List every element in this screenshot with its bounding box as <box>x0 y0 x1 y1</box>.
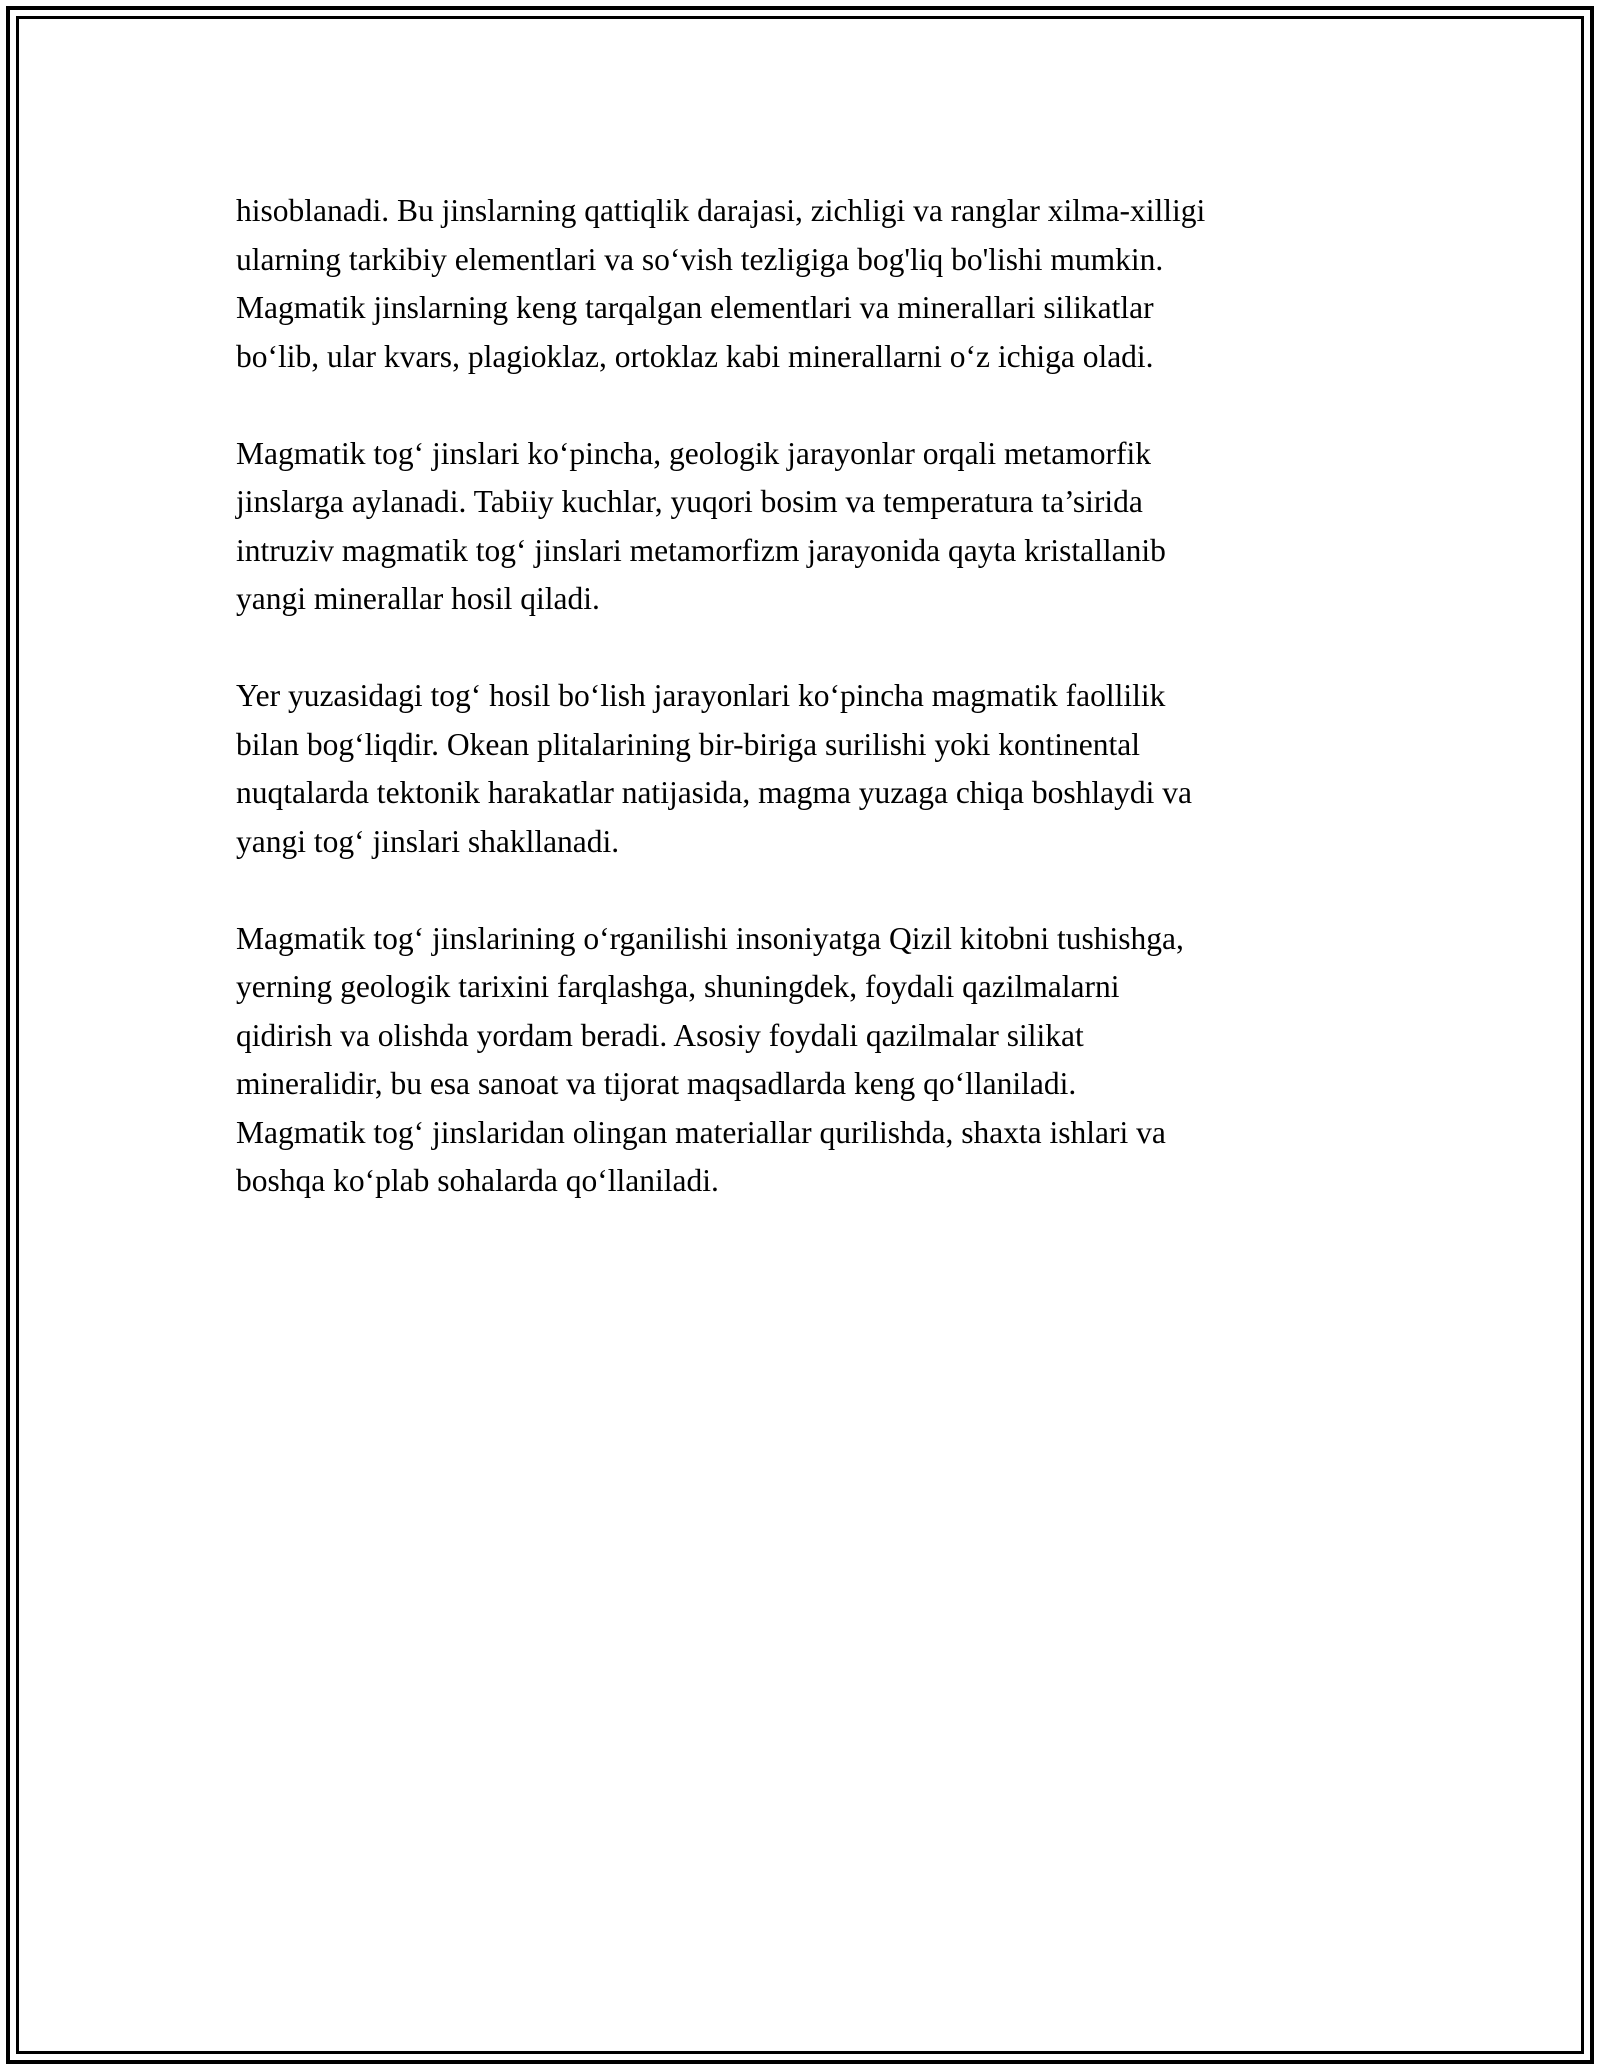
text-line: Magmatik tog‘ jinslaridan olingan materiallar qurilishda, shaxta ishlari va <box>236 1114 1166 1150</box>
text-line: Magmatik tog‘ jinslarining o‘rganilishi insoniyatga Qizil kitobni tushishga, <box>236 920 1184 956</box>
paragraph-4 <box>236 915 1386 1206</box>
text-line: bilan bog‘liqdir. Okean plitalarining bir-biriga surilishi yoki kontinental <box>236 726 1140 762</box>
text-line: Magmatik tog‘ jinslari ko‘pincha, geologik jarayonlar orqali metamorfik <box>236 435 1151 471</box>
text-line: yangi minerallar hosil qiladi. <box>236 581 600 616</box>
document-body <box>236 187 1386 1254</box>
text-line: nuqtalarda tektonik harakatlar natijasida, magma yuzaga chiqa boshlaydi va <box>236 775 1193 810</box>
text-line: boshqa ko‘plab sohalarda qo‘llaniladi. <box>236 1163 719 1198</box>
text-line: jinslarga aylanadi. Tabiiy kuchlar, yuqori bosim va temperatura ta’sirida <box>236 484 1143 519</box>
text-line: yerning geologik tarixini farqlashga, shuningdek, foydali qazilmalarni <box>236 969 1120 1004</box>
text-line: ularning tarkibiy elementlari va so‘vish tezligiga bog'liq bo'lishi mumkin. <box>236 241 1164 277</box>
text-line: qidirish va olishda yordam beradi. Asosiy foydali qazilmalar silikat <box>236 1017 1084 1053</box>
text-line: mineralidir, bu esa sanoat va tijorat maqsadlarda keng qo‘llaniladi. <box>236 1066 1077 1101</box>
paragraph-3 <box>236 672 1386 866</box>
text-line: bo‘lib, ular kvars, plagioklaz, ortoklaz kabi minerallarni o‘z ichiga oladi. <box>236 338 1154 374</box>
text-line: Magmatik jinslarning keng tarqalgan elementlari va minerallari silikatlar <box>236 290 1154 325</box>
text-line: intruziv magmatik tog‘ jinslari metamorfizm jarayonida qayta kristallanib <box>236 532 1166 568</box>
text-line: hisoblanadi. Bu jinslarning qattiqlik darajasi, zichligi va ranglar xilma-xilligi <box>236 193 1206 228</box>
paragraph-2 <box>236 430 1386 624</box>
text-line: yangi tog‘ jinslari shakllanadi. <box>236 823 620 859</box>
text-line: Yer yuzasidagi tog‘ hosil bo‘lish jarayonlari ko‘pincha magmatik faollilik <box>236 678 1166 713</box>
paragraph-1 <box>236 187 1386 381</box>
